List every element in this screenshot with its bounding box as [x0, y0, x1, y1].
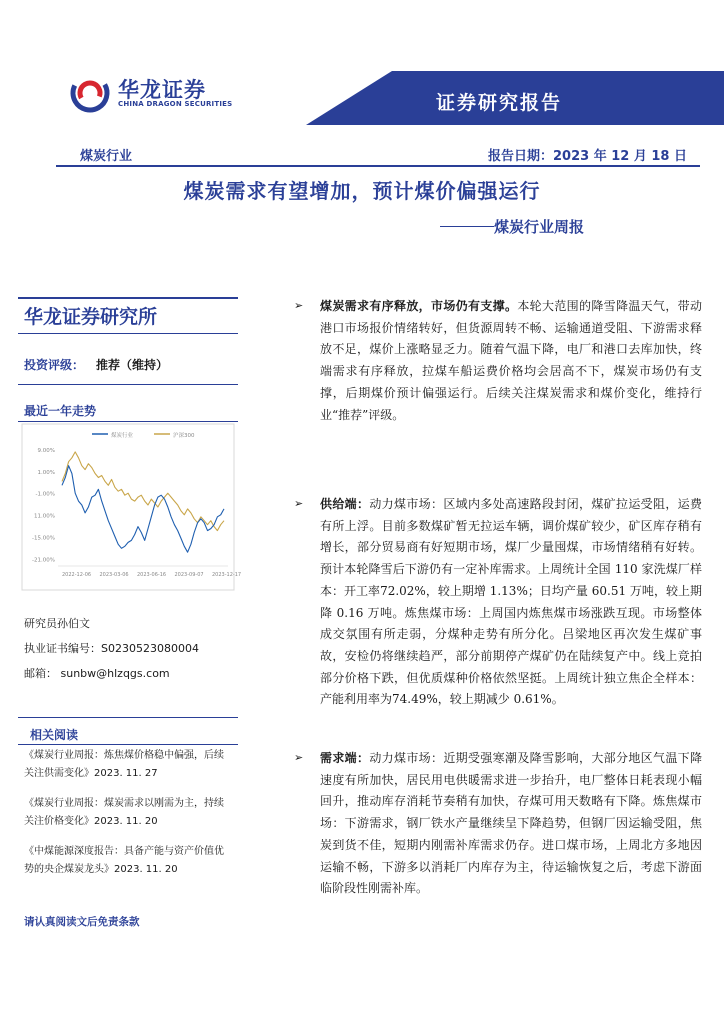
analyst-name: 研究员孙伯文	[24, 617, 90, 630]
paragraph-text: 动力煤市场：近期受强寒潮及降雪影响，大部分地区气温下降速度有所加快，居民用电供暖需求进一步抬升，电厂整体日耗表现小幅回升，推动库存消耗节奏稍有加快，存煤可用天数略有下降。炼焦煤市场：下游需求，钢厂铁水产量继续呈下降趋势，但钢厂因运输受阻，焦炭到货不佳，短期内刚需补库需求仍存。进口煤市场，上周北方多地因运输不畅，下游多以消耗厂内库存为主，待运输恢复之后，考虑下游面临阶段性刚需补库。	[320, 751, 702, 896]
industry-label: 煤炭行业	[80, 149, 133, 164]
subtitle-dash	[440, 226, 494, 227]
paragraph-text: 动力煤市场：区域内多处高速路段封闭，煤矿拉运受阻，运费有所上浮。目前多数煤矿暂无拉运车辆，调价煤矿较少，矿区库存稍有增长，部分贸易商有好短期市场，煤厂少量囤煤，市场情绪稍有好转。预计本轮降雪后下游仍有一定补库需求。上周统计全国 110 家洗煤厂样本：开工率72.02%，较上期增 1.13%；日均产量 60.51 万吨，较上期降 0.16 万吨。炼焦煤市场：上周国内炼焦煤市场涨跌互现。市场整体成交氛围有所走弱，分煤种走势有所分化。吕梁地区再次发生煤矿事故，安检仍将继续趋严，部分前期停产煤矿仍在陆续复产中。线上竞拍部分价格下跌，但优质煤种价格依然坚挺。上周统计独立焦企全样本：产能利用率为74.49%，较上期减少 0.61%。	[320, 497, 702, 707]
x-tick-label: 2023-03-06	[99, 572, 129, 578]
y-tick-label: 1.00%	[37, 469, 55, 476]
trend-chart	[22, 424, 242, 590]
rating-label: 投资评级：	[24, 358, 85, 372]
y-tick-label: -21.00%	[32, 557, 55, 564]
sidebar-divider	[18, 744, 238, 745]
paragraph-supply	[320, 494, 702, 711]
bullet-icon: ➢	[294, 497, 304, 510]
bullet-icon: ➢	[294, 299, 304, 312]
report-title: 煤炭需求有望增加，预计煤价偏强运行	[183, 179, 541, 203]
analyst-email: 邮箱： sunbw@hlzqgs.com	[24, 667, 170, 680]
related-reading-label: 相关阅读	[30, 728, 79, 742]
paragraph-demand	[320, 748, 702, 900]
logo-text-en: CHINA DRAGON SECURITIES	[118, 100, 233, 108]
logo-text-cn: 华龙证券	[118, 78, 206, 102]
y-tick-label: 9.00%	[37, 448, 55, 454]
logo-icon	[70, 73, 110, 113]
bullet-icon: ➢	[294, 751, 304, 764]
paragraph-market	[320, 296, 702, 426]
related-item[interactable]: 《煤炭行业周报：炼焦煤价格稳中偏强，后续关注供需变化》2023. 11. 27	[24, 750, 224, 779]
sidebar-institute: 华龙证券研究所	[24, 306, 158, 328]
legend-label: 煤炭行业	[111, 433, 134, 439]
header-divider	[56, 165, 700, 167]
trend-label: 最近一年走势	[24, 404, 97, 418]
y-tick-label: -1.00%	[35, 491, 55, 498]
report-date: 报告日期：2023 年 12 月 18 日	[488, 149, 687, 164]
banner-title: 证券研究报告	[436, 92, 563, 114]
sidebar-divider	[18, 333, 238, 334]
disclaimer-note: 请认真阅读文后免责条款	[24, 916, 140, 928]
x-tick-label: 2023-09-07	[174, 572, 204, 578]
y-tick-label: -15.00%	[32, 535, 55, 542]
x-tick-label: 2023-12-17	[212, 572, 242, 578]
related-item[interactable]: 《煤炭行业周报：煤炭需求以刚需为主，持续关注价格变化》2023. 11. 20	[24, 798, 224, 827]
related-item[interactable]: 《中煤能源深度报告：具备产能与资产价值优势的央企煤炭龙头》2023. 11. 20	[24, 846, 224, 875]
sidebar-divider	[18, 421, 238, 422]
sidebar-divider	[18, 717, 238, 718]
rating-value: 推荐（维持）	[96, 358, 169, 372]
paragraph-lead: 煤炭需求有序释放，市场仍有支撑。	[320, 299, 518, 313]
x-tick-label: 2022-12-06	[62, 572, 92, 578]
paragraph-lead: 需求端：	[320, 751, 370, 765]
x-tick-label: 2023-06-16	[137, 572, 167, 578]
paragraph-lead: 供给端：	[320, 497, 370, 511]
paragraph-text: 本轮大范围的降雪降温天气，带动港口市场报价情绪转好，但货源周转不畅、运输通道受阻、下游需求释放不足，煤价上涨略显乏力。随着气温下降，电厂和港口去库加快，终端需求有序释放，拉煤车船运费价格均会居高不下，煤炭市场仍有支撑，后期煤价预计偏强运行。后续关注煤炭需求和煤价变化，维持行业“推荐”评级。	[320, 299, 702, 422]
analyst-cert: 执业证书编号：S0230523080004	[24, 642, 199, 655]
y-tick-label: 11.00%	[34, 513, 55, 520]
sidebar-top-divider	[18, 297, 238, 299]
sidebar-divider	[18, 384, 238, 385]
legend-label: 沪深300	[173, 433, 195, 439]
report-subtitle: 煤炭行业周报	[494, 218, 585, 236]
